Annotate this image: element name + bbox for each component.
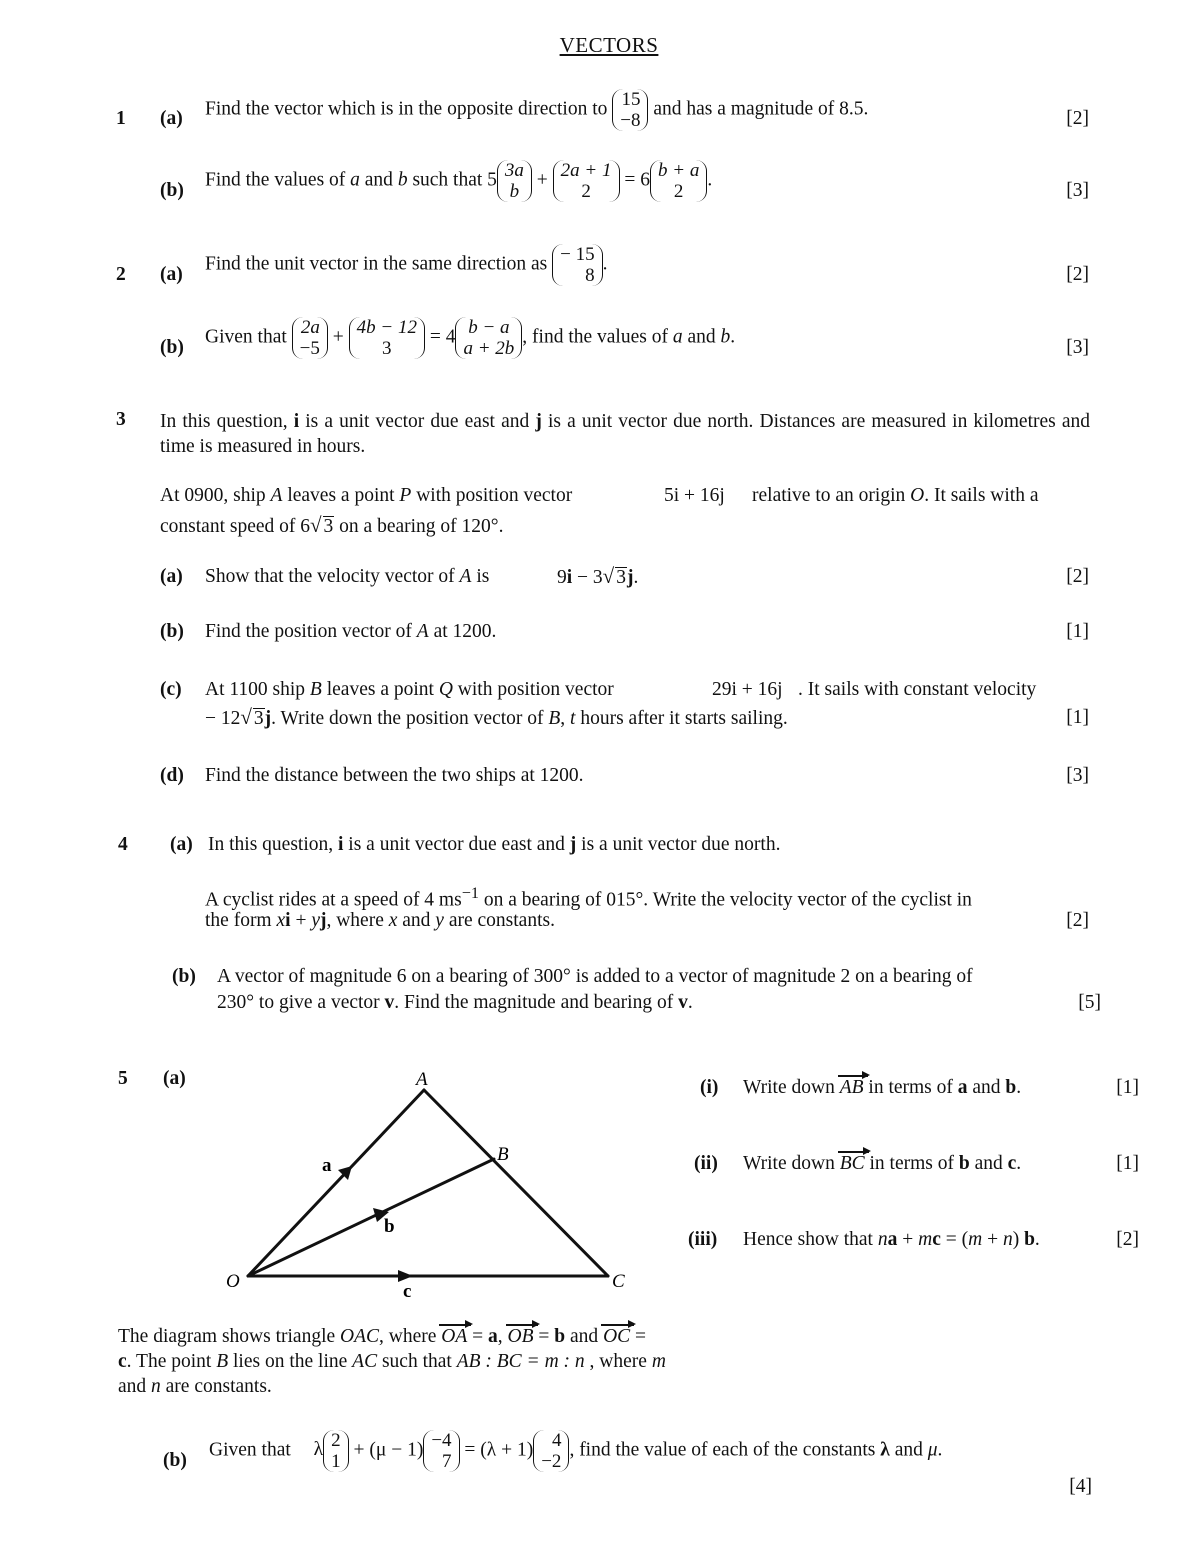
- text: with position vector: [411, 485, 573, 506]
- coef-5: 5: [487, 169, 497, 191]
- period: .: [602, 253, 608, 275]
- lambda: λ: [313, 1439, 324, 1461]
- vec-top: 4: [551, 1430, 562, 1451]
- line-ac: [424, 1090, 608, 1276]
- q5b-marks: [4]: [1069, 1476, 1092, 1497]
- q2a-prompt: Find the unit vector in the same direction as: [205, 253, 548, 275]
- q2a-marks: [2]: [1066, 264, 1089, 285]
- text: . Find the magnitude and bearing of: [394, 992, 679, 1013]
- period: .: [730, 326, 736, 348]
- var-m: m: [918, 1229, 933, 1250]
- text: A cyclist rides at a speed of 4 ms: [205, 889, 462, 911]
- vec-top: − 15: [560, 244, 595, 265]
- q5aiii-label: (iii): [688, 1229, 718, 1250]
- triangle-oac: OAC: [340, 1326, 380, 1347]
- var-b: b: [397, 169, 408, 191]
- vector-ob: OB: [507, 1326, 534, 1347]
- label-vector-a: a: [322, 1155, 332, 1176]
- vector-a: a: [887, 1229, 898, 1250]
- text: =: [467, 1326, 489, 1347]
- q4b-label: (b): [172, 966, 196, 987]
- text: are constants.: [160, 1376, 272, 1397]
- text: ,: [497, 1326, 508, 1347]
- vector-a: a: [488, 1326, 498, 1347]
- text: =: [533, 1326, 555, 1347]
- text: and: [889, 1439, 928, 1461]
- text: At 0900, ship: [160, 485, 271, 506]
- q5b-vector-2: [423, 1430, 459, 1472]
- q1a-marks: [2]: [1066, 108, 1089, 129]
- text: is a unit vector due east and: [343, 834, 570, 855]
- label-b-point: B: [497, 1144, 509, 1165]
- plus-sign: +: [897, 1229, 919, 1250]
- point-b: B: [216, 1351, 229, 1372]
- q3d-marks: [3]: [1066, 765, 1089, 786]
- vec-bottom: 7: [442, 1451, 452, 1472]
- sqrt-sign: √: [240, 705, 252, 729]
- vec-top: 15: [621, 89, 641, 110]
- q2b-prompt: Given that: [205, 326, 287, 348]
- var-y: y: [311, 910, 320, 931]
- text: lies on the line: [228, 1351, 353, 1372]
- text: =: [630, 1326, 647, 1347]
- text: and: [967, 1077, 1006, 1098]
- q1a-prompt: Find the vector which is in the opposite direction to: [205, 98, 608, 120]
- line-oa: [248, 1090, 424, 1276]
- radicand: 3: [253, 708, 264, 729]
- equals-4: = 4: [429, 326, 456, 348]
- q5aii-marks: [1]: [1116, 1153, 1139, 1174]
- vector-v: v: [384, 992, 395, 1013]
- text: is: [471, 566, 490, 587]
- label-a-point: A: [416, 1069, 428, 1090]
- vec-top: 2: [331, 1430, 341, 1451]
- q1a-after: and has a magnitude of 8.5.: [653, 98, 869, 120]
- text: Write down: [743, 1077, 840, 1098]
- plus-sign: +: [982, 1229, 1003, 1250]
- vector-b: b: [554, 1326, 566, 1347]
- period: .: [937, 1439, 943, 1461]
- text: 9: [557, 567, 567, 588]
- equals-6: = 6: [624, 169, 650, 191]
- vector-c: c: [1007, 1153, 1017, 1174]
- q2b-marks: [3]: [1066, 337, 1089, 358]
- q3b-marks: [1]: [1066, 621, 1089, 642]
- sqrt-sign: √: [602, 564, 615, 588]
- var-m: m: [651, 1351, 666, 1372]
- text: and: [397, 910, 436, 931]
- and-word: and: [364, 169, 393, 191]
- q3c-marks: [1]: [1066, 707, 1089, 728]
- q4a-marks: [2]: [1066, 910, 1089, 931]
- text: The diagram shows triangle: [118, 1326, 341, 1347]
- q5ai-marks: [1]: [1116, 1077, 1139, 1098]
- vec-top: b + a: [658, 160, 700, 181]
- q2b-after: , find the values of: [522, 326, 668, 348]
- text: 230° to give a vector: [217, 992, 385, 1013]
- q1a-label: (a): [160, 108, 183, 129]
- q5aii-label: (ii): [694, 1153, 718, 1174]
- q3a-marks: [2]: [1066, 566, 1089, 587]
- text: , where: [379, 1326, 442, 1347]
- text: are constants.: [443, 910, 555, 931]
- unit-i: i: [285, 910, 291, 931]
- vec-bottom: 3: [382, 338, 392, 359]
- vector-bc: BC: [839, 1153, 865, 1174]
- q5b-vector-1: [323, 1430, 349, 1472]
- text: Write down: [743, 1153, 840, 1174]
- superscript: −1: [461, 884, 479, 902]
- vec-bottom: 1: [331, 1451, 341, 1472]
- vec-top: 4b − 12: [356, 317, 417, 338]
- text: , where: [326, 910, 389, 931]
- vec-top: 2a: [300, 317, 320, 338]
- text: in terms of: [863, 1077, 958, 1098]
- q3-position-vector: 5i + 16j: [664, 485, 725, 506]
- q3c-position: 29i + 16j: [712, 679, 783, 700]
- and-word: and: [687, 326, 716, 348]
- q5-desc-line1: [118, 1326, 646, 1348]
- question-number-5: 5: [118, 1068, 128, 1089]
- var-x: x: [276, 910, 286, 931]
- question-number-2: 2: [116, 264, 126, 285]
- text: − 12: [205, 708, 241, 729]
- text: with position vector: [452, 679, 614, 700]
- q5b-vector-3: [533, 1430, 569, 1472]
- q3a-label: (a): [160, 566, 183, 587]
- q4b-marks: [5]: [1078, 992, 1101, 1013]
- q5b-text: [209, 1430, 942, 1472]
- period: .: [1016, 1077, 1022, 1098]
- text: at 1200.: [428, 621, 497, 642]
- label-vector-c: c: [403, 1281, 412, 1302]
- q3d-label: (d): [160, 765, 184, 786]
- unit-j: j: [319, 910, 327, 931]
- q5aii-text: [743, 1153, 1021, 1175]
- ship-a: A: [416, 621, 429, 642]
- unit-j: j: [535, 411, 542, 432]
- q5ai-label: (i): [700, 1077, 719, 1098]
- radicand: 3: [616, 567, 626, 588]
- q4a-label: (a): [170, 834, 193, 855]
- line-ob: [248, 1159, 494, 1276]
- var-b: b: [720, 326, 731, 348]
- q1b-label: (b): [160, 180, 184, 201]
- q3-intro-2: is a unit vector due east and: [299, 411, 536, 432]
- var-a: a: [350, 169, 360, 191]
- period: .: [687, 992, 693, 1013]
- q3-intro-3: is a unit vector due north. Distances are measured in kilometres and time is measured in hours.: [160, 411, 1091, 457]
- question-number-1: 1: [116, 108, 126, 129]
- period: .: [707, 169, 713, 191]
- text: . Write down the position vector of: [271, 708, 549, 729]
- vec-top: b − a: [468, 317, 510, 338]
- text: = (: [940, 1229, 969, 1250]
- page-title: VECTORS: [559, 33, 659, 57]
- plus-sign: +: [332, 326, 344, 348]
- text: + (μ − 1): [353, 1439, 424, 1461]
- text: on a bearing of 120°.: [334, 516, 504, 537]
- mu: μ: [927, 1439, 938, 1461]
- text: . It sails with a: [924, 485, 1039, 506]
- q3d-text: Find the distance between the two ships at 1200.: [205, 765, 584, 786]
- question-number-4: 4: [118, 834, 128, 855]
- vector-b: b: [958, 1153, 970, 1174]
- text: = (λ + 1): [464, 1439, 534, 1461]
- lambda: λ: [880, 1439, 890, 1461]
- vector-oa: OA: [441, 1326, 468, 1347]
- vec-bottom: 2: [673, 181, 684, 202]
- text: and: [969, 1153, 1008, 1174]
- period: .: [1034, 1229, 1040, 1250]
- text: the form: [205, 910, 277, 931]
- vector-ab: AB: [839, 1077, 864, 1098]
- radicand: 3: [323, 516, 334, 537]
- origin-o: O: [910, 485, 925, 506]
- vec-bottom: 8: [585, 265, 595, 286]
- var-n: n: [151, 1376, 161, 1397]
- q5-desc-line2: [118, 1351, 666, 1373]
- vec-top: −4: [431, 1430, 452, 1451]
- vec-bottom: 2: [581, 181, 591, 202]
- text: In this question,: [208, 834, 338, 855]
- vector-b: b: [1024, 1229, 1035, 1250]
- ship-b: B: [548, 708, 561, 729]
- q1b-marks: [3]: [1066, 180, 1089, 201]
- vector-c: c: [932, 1229, 941, 1250]
- vec-bottom: −5: [299, 338, 320, 359]
- unit-i: i: [338, 834, 344, 855]
- point-p: P: [399, 485, 412, 506]
- period: .: [633, 567, 639, 588]
- q5a-label: (a): [163, 1068, 186, 1089]
- vector-c: c: [118, 1351, 127, 1372]
- text: , where: [584, 1351, 652, 1372]
- q3c-label: (c): [160, 679, 182, 700]
- ship-b: B: [309, 679, 322, 700]
- var-n: n: [1002, 1229, 1013, 1250]
- text: At 1100 ship: [205, 679, 310, 700]
- unit-j: j: [626, 567, 634, 588]
- q4b-line1: A vector of magnitude 6 on a bearing of 300° is added to a vector of magnitude 2 on a bearing of: [217, 966, 973, 987]
- question-number-3: 3: [116, 409, 126, 430]
- q3-intro-1: In this question,: [160, 411, 294, 432]
- var-x: x: [388, 910, 398, 931]
- sqrt-sign: √: [310, 513, 322, 537]
- q2a-label: (a): [160, 264, 183, 285]
- q5b-label: (b): [163, 1450, 187, 1471]
- text: on a bearing of 015°. Write the velocity vector of the cyclist in: [479, 889, 972, 911]
- q2b-label: (b): [160, 337, 184, 358]
- text: is a unit vector due north.: [576, 834, 781, 855]
- text: Show that the velocity vector of: [205, 566, 460, 587]
- vector-a: a: [957, 1077, 968, 1098]
- vec-top: 2a + 1: [560, 160, 612, 181]
- period: .: [1016, 1153, 1022, 1174]
- label-vector-b: b: [384, 1216, 395, 1237]
- text: leaves a point: [282, 485, 400, 506]
- vector-oc: OC: [603, 1326, 631, 1347]
- vec-bottom: −2: [541, 1451, 562, 1472]
- label-c-point: C: [612, 1271, 625, 1292]
- text: ,: [560, 708, 571, 729]
- text: and: [118, 1376, 152, 1397]
- text: , find the value of each of the constants: [569, 1439, 881, 1461]
- q3b-label: (b): [160, 621, 184, 642]
- var-n: n: [877, 1229, 888, 1250]
- vec-bottom: a + 2b: [463, 338, 515, 359]
- text: − 3: [572, 567, 603, 588]
- text: . The point: [126, 1351, 217, 1372]
- var-a: a: [672, 326, 683, 348]
- unit-j: j: [569, 834, 577, 855]
- ship-a: A: [270, 485, 283, 506]
- q5aiii-text: [743, 1229, 1040, 1251]
- q5-desc-line3: [118, 1376, 272, 1398]
- label-o-point: O: [226, 1271, 240, 1292]
- var-y: y: [435, 910, 444, 931]
- vector-b: b: [1005, 1077, 1017, 1098]
- line-ac-label: AC: [352, 1351, 378, 1372]
- text: constant speed of 6: [160, 516, 311, 537]
- such-that: such that: [412, 169, 483, 191]
- unit-i: i: [293, 411, 300, 432]
- plus-sign: +: [290, 910, 312, 931]
- text: Hence show that: [743, 1229, 878, 1250]
- text: hours after it starts sailing.: [575, 708, 788, 729]
- q5ai-text: [743, 1077, 1021, 1099]
- vector-v: v: [678, 992, 688, 1013]
- text: Find the position vector of: [205, 621, 417, 642]
- vec-top: 3a: [504, 160, 524, 181]
- ratio: AB : BC = m : n: [456, 1351, 585, 1372]
- plus-sign: +: [536, 169, 548, 191]
- text: and: [565, 1326, 604, 1347]
- text: ): [1012, 1229, 1025, 1250]
- text: in terms of: [864, 1153, 959, 1174]
- unit-i: i: [566, 567, 573, 588]
- text: relative to an origin: [752, 485, 911, 506]
- unit-j: j: [264, 708, 272, 729]
- var-m: m: [968, 1229, 983, 1250]
- text: Given that: [209, 1439, 291, 1461]
- point-q: Q: [438, 679, 453, 700]
- q5aiii-marks: [2]: [1116, 1229, 1139, 1250]
- q3c-line1-end: . It sails with constant velocity: [798, 679, 1037, 700]
- text: such that: [377, 1351, 457, 1372]
- vec-bottom: −8: [620, 110, 641, 131]
- q1b-prompt: Find the values of: [205, 169, 346, 191]
- ship-a: A: [459, 566, 472, 587]
- vec-bottom: b: [509, 181, 520, 202]
- var-t: t: [570, 708, 576, 729]
- text: leaves a point: [321, 679, 439, 700]
